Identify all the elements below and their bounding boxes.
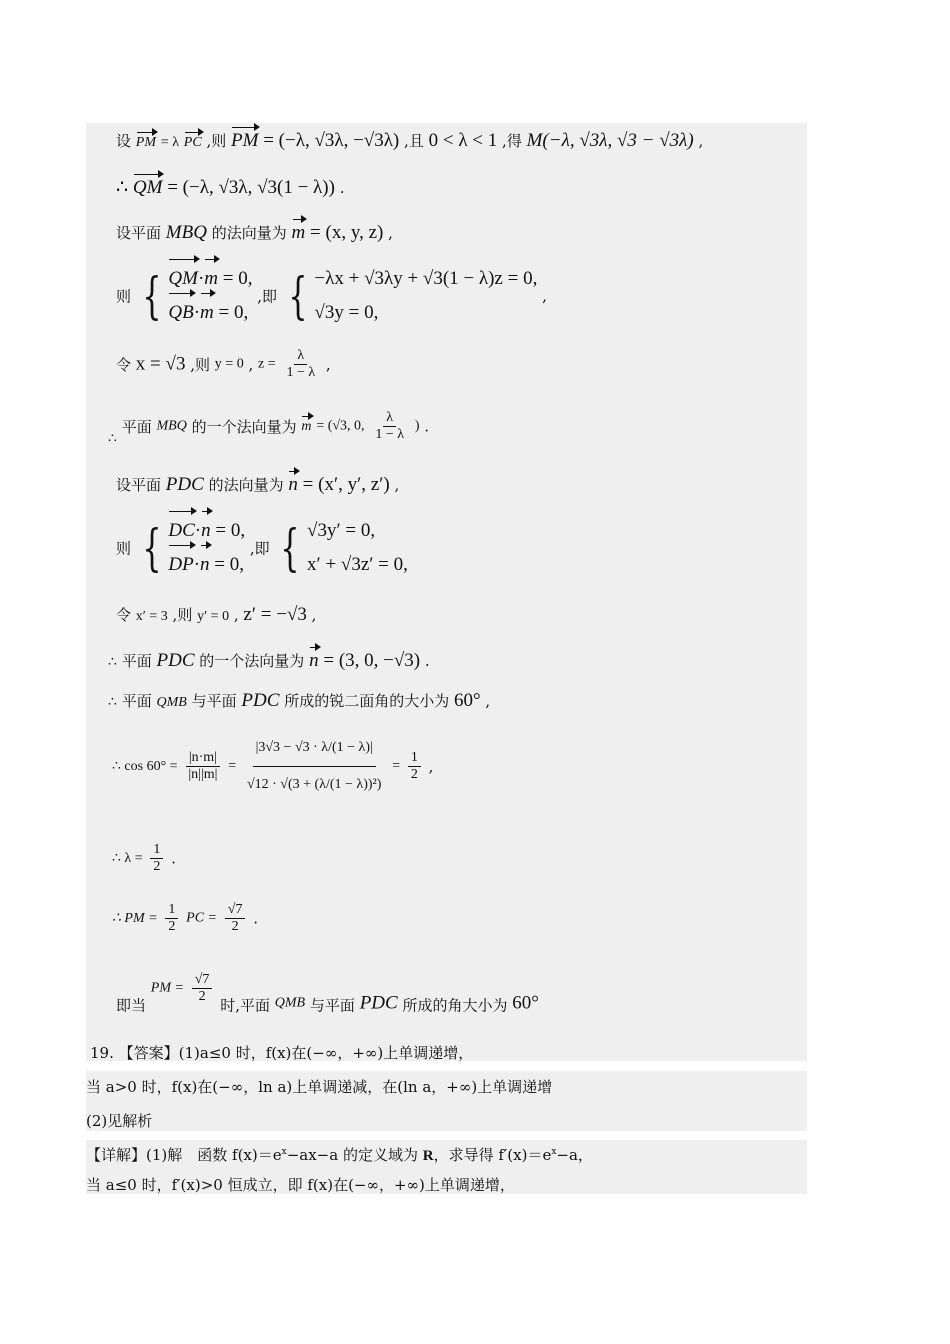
text: 则 <box>116 287 132 306</box>
text: , <box>485 692 491 710</box>
math: = (x′, y′, z′) <box>302 474 390 495</box>
equation-system <box>307 514 408 582</box>
brace-icon: { <box>280 519 300 577</box>
fraction <box>150 842 163 875</box>
text: 则 <box>116 539 132 558</box>
step-line-10 <box>108 650 430 672</box>
math: 60° <box>453 690 481 711</box>
vector-PC: PC <box>183 135 202 150</box>
real-numbers-symbol: R <box>422 1148 434 1164</box>
text: 令 <box>116 606 132 624</box>
numerator: 1 <box>408 750 421 767</box>
therefore-symbol: ∴ <box>108 431 117 447</box>
numerator: √7 <box>225 902 246 919</box>
therefore-symbol: ∴ <box>116 177 129 198</box>
denominator: 2 <box>198 989 206 1004</box>
vector-PM: PM <box>135 135 157 150</box>
math: = (−λ, √3λ, −√3λ) <box>263 130 400 151</box>
math: y = 0 <box>214 356 244 372</box>
vector-m: m <box>291 222 306 243</box>
text: 即当 <box>116 996 147 1015</box>
text: 平面 <box>121 692 152 710</box>
denominator: 1 − λ <box>286 365 316 380</box>
numerator: λ <box>383 410 396 427</box>
step-line-3 <box>116 222 393 244</box>
vector-QM: QM <box>168 262 198 296</box>
math: = 0, <box>214 554 245 575</box>
vector-QB: QB <box>168 296 193 330</box>
vector-DP: DP <box>168 548 193 582</box>
math: = (x, y, z) <box>310 222 384 243</box>
plane-QMB: QMB <box>156 695 187 710</box>
denominator: 2 <box>153 859 161 874</box>
text: ,即 <box>249 539 270 558</box>
text: 平面 <box>121 418 152 436</box>
math: x′ = 3 <box>135 609 168 624</box>
math: = 0, <box>218 302 249 323</box>
math: ∴ λ = <box>112 851 143 866</box>
therefore-symbol: ∴ <box>108 695 117 710</box>
vector-n: n <box>309 650 319 671</box>
math: x = √3 <box>135 353 186 375</box>
math: z′ = −√3 <box>243 604 307 625</box>
plane-PDC: PDC <box>165 474 204 495</box>
detail-line-2: 当 a≤0 时，f′(x)>0 恒成立，即 f(x)在(−∞，+∞)上单调递增， <box>86 1176 515 1194</box>
detail-line-1 <box>86 1144 593 1165</box>
math: = (√3, 0, <box>316 418 365 434</box>
dot: · <box>193 302 201 323</box>
step-line-4 <box>116 262 547 330</box>
equation: x′ + √3z′ = 0, <box>307 554 408 575</box>
math: ∴ PM = <box>112 911 158 926</box>
text: ,即 <box>257 287 278 306</box>
text: 与平面 <box>309 996 355 1015</box>
math: = <box>392 758 401 774</box>
numerator: |3√3 − √3 · λ/(1 − λ)| <box>253 730 376 767</box>
brace-icon: { <box>288 267 308 325</box>
math: = 0, <box>222 268 253 289</box>
step-line-7 <box>116 474 399 496</box>
fraction <box>372 410 407 443</box>
denominator: 2 <box>168 919 176 934</box>
text: 令 <box>116 356 132 374</box>
step-line-14 <box>112 902 258 935</box>
dot: · <box>197 268 205 289</box>
step-line-8 <box>116 514 408 582</box>
text: 所成的角大小为 <box>402 996 508 1015</box>
math: = (−λ, √3λ, √3(1 − λ)) <box>167 177 335 198</box>
math: 60° <box>512 992 539 1014</box>
text: −a， <box>556 1146 593 1164</box>
numerator: 1 <box>150 842 163 859</box>
text: , <box>394 476 400 494</box>
brace-icon: { <box>142 267 162 325</box>
equation: −λx + √3λy + √3(1 − λ)z = 0, <box>314 268 538 289</box>
math: = <box>228 758 237 774</box>
math: y′ = 0 <box>197 609 230 624</box>
answer-line-3: (2)见解析 <box>86 1112 153 1130</box>
fraction <box>283 348 318 381</box>
fraction <box>185 750 220 783</box>
text: . <box>424 417 430 436</box>
equation-system <box>168 262 252 330</box>
vector-DC: DC <box>168 514 194 548</box>
text: ,则 <box>190 356 211 374</box>
text: −ax−a 的定义域为 <box>286 1146 423 1164</box>
text: . <box>171 849 176 868</box>
vector-n: n <box>201 514 211 548</box>
math: z = <box>258 356 276 372</box>
text: ，求导得 f′(x)＝e <box>433 1146 552 1164</box>
equation-system <box>168 514 245 582</box>
text: 设平面 <box>116 476 162 494</box>
text: , <box>325 355 331 374</box>
text: . <box>253 909 259 928</box>
text: 的一个法向量为 <box>191 418 297 436</box>
step-line-6 <box>108 410 429 448</box>
plane-QMB: QMB <box>274 995 306 1011</box>
text: , <box>428 757 434 776</box>
math: PC = <box>186 910 217 926</box>
vector-n: n <box>288 474 298 495</box>
text: 与平面 <box>191 692 237 710</box>
math: = λ <box>160 135 179 150</box>
step-line-5 <box>116 348 331 381</box>
vector-m: m <box>204 262 218 296</box>
denominator: |n||m| <box>188 767 218 782</box>
step-line-11 <box>108 690 490 712</box>
plane-PDC: PDC <box>156 650 195 671</box>
point-M: M(−λ, √3λ, √3 − √3λ) <box>526 130 694 151</box>
numerator: |n·m| <box>186 750 220 767</box>
denominator: √12 · √(3 + (λ/(1 − λ))²) <box>246 777 382 792</box>
denominator: 1 − λ <box>375 427 405 442</box>
step-line-13 <box>112 842 176 875</box>
superscript: x <box>551 1147 557 1157</box>
text: 所成的锐二面角的大小为 <box>284 692 450 710</box>
text: , <box>388 224 393 242</box>
math: = 0, <box>215 520 246 541</box>
vector-m: m <box>200 296 214 330</box>
text: 的一个法向量为 <box>199 652 305 670</box>
math: 0 < λ < 1 <box>428 130 498 151</box>
text: 时,平面 <box>220 996 270 1015</box>
fraction <box>225 902 246 935</box>
text: . <box>339 179 345 197</box>
vector-m: m <box>301 418 312 434</box>
text: 【详解】(1)解 函数 f(x)＝e <box>86 1146 282 1164</box>
equation-system <box>314 262 537 330</box>
fraction <box>165 902 178 935</box>
text: ,则 <box>172 606 193 624</box>
plane-MBQ: MBQ <box>156 418 187 434</box>
plane-PDC: PDC <box>241 690 280 711</box>
numerator: √7 <box>192 972 213 989</box>
text: , <box>311 606 317 624</box>
step-line-15 <box>116 972 539 1016</box>
plane-MBQ: MBQ <box>165 222 207 243</box>
dot: · <box>194 520 202 541</box>
answer-line-2: 当 a>0 时，f(x)在(−∞，ln a)上单调递减，在(ln a，+∞)上单调递增 <box>86 1078 553 1096</box>
brace-icon: { <box>142 519 162 577</box>
text: ,则 <box>206 132 227 150</box>
vector-PM: PM <box>231 130 259 151</box>
text: 的法向量为 <box>211 224 287 242</box>
numerator: 1 <box>165 902 178 919</box>
step-line-1 <box>116 130 703 152</box>
equation: √3y′ = 0, <box>307 520 376 541</box>
text: 平面 <box>121 652 152 670</box>
superscript: x <box>281 1147 287 1157</box>
denominator: 2 <box>410 767 418 782</box>
text: ,得 <box>502 132 522 150</box>
text: ,且 <box>404 132 424 150</box>
text: 设平面 <box>116 224 162 242</box>
vector-QM: QM <box>132 177 163 198</box>
fraction <box>244 730 384 803</box>
text: , <box>542 287 547 305</box>
dot: · <box>193 554 201 575</box>
step-line-12 <box>112 730 433 803</box>
text: , <box>233 606 239 624</box>
vector-n: n <box>200 548 210 582</box>
step-line-9 <box>116 604 316 626</box>
answer-line-1: 19. 【答案】(1)a≤0 时，f(x)在(−∞，+∞)上单调递增， <box>90 1044 474 1062</box>
text: 的法向量为 <box>208 476 284 494</box>
text: , <box>698 132 704 150</box>
step-line-2 <box>116 176 344 199</box>
math: ) <box>414 418 420 434</box>
text: , <box>248 355 254 374</box>
math: PM = <box>150 980 184 996</box>
numerator: λ <box>294 348 307 365</box>
text: 设 <box>116 132 132 150</box>
therefore-symbol: ∴ <box>108 655 117 670</box>
plane-PDC: PDC <box>359 992 398 1014</box>
math: ∴ cos 60° = <box>112 759 178 774</box>
fraction <box>192 972 213 1005</box>
text: . <box>424 652 430 670</box>
equation: √3y = 0, <box>314 302 379 323</box>
denominator: 2 <box>231 919 239 934</box>
math: = (3, 0, −√3) <box>323 650 421 671</box>
fraction <box>408 750 421 783</box>
